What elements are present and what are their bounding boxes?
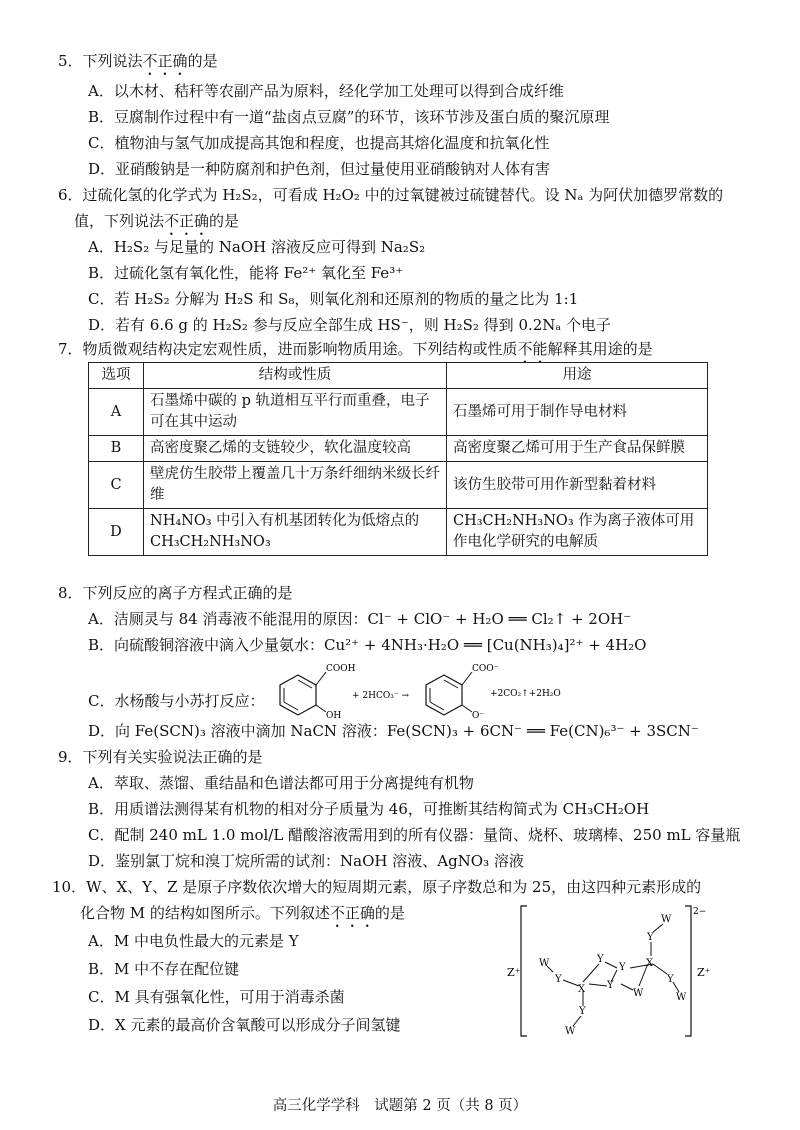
q8-option-c: C．水杨酸与小苏打反应：: [88, 692, 265, 710]
compound-m-structure-diagram: [505, 902, 720, 1042]
atom-y: Y: [597, 954, 604, 965]
q7-row-use: 该仿生胶带可用作新型黏着材料: [447, 462, 708, 509]
q7-row-a: [89, 389, 708, 436]
z-ion-right: Z⁺: [697, 966, 711, 979]
q7-header-structure: 结构或性质: [144, 363, 447, 389]
q6-option-c: C．若 H₂S₂ 分解为 H₂S 和 S₈，则氧化剂和还原剂的物质的量之比为 1:1: [88, 290, 579, 308]
q10-option-b: B．M 中不存在配位键: [88, 960, 240, 978]
atom-y: Y: [647, 932, 654, 943]
q8-stem: 8．下列反应的离子方程式正确的是: [58, 584, 293, 602]
q6-option-b: B．过硫化氢有氧化性，能将 Fe²⁺ 氧化至 Fe³⁺: [88, 264, 404, 282]
q7-row-key: B: [89, 436, 144, 462]
q5-option-a: A．以木材、秸秆等农副产品为原料，经化学加工处理可以得到合成纤维: [88, 82, 564, 100]
q7-row-structure: 壁虎仿生胶带上覆盖几十万条纤细纳米级长纤维: [144, 462, 447, 509]
atom-y: Y: [555, 974, 562, 985]
q9-option-a: A．萃取、蒸馏、重结晶和色谱法都可用于分离提纯有机物: [88, 774, 474, 792]
q10-option-c: C．M 具有强氧化性，可用于消毒杀菌: [88, 988, 345, 1006]
q7-row-structure: NH₄NO₃ 中引入有机基团转化为低熔点的 CH₃CH₂NH₃NO₃: [144, 509, 447, 556]
atom-w: W: [633, 988, 644, 999]
q9-stem: 9．下列有关实验说法正确的是: [58, 748, 263, 766]
atom-y: Y: [579, 1006, 586, 1017]
q6-stem: 6．过硫化氢的化学式为 H₂S₂，可看成 H₂O₂ 中的过氧键被过硫键替代。设 Nₐ 为阿伏加德罗常数的: [58, 186, 724, 204]
q7-row-use: CH₃CH₂NH₃NO₃ 作为离子液体可用作电化学研究的电解质: [447, 509, 708, 556]
atom-w: W: [661, 914, 672, 925]
o-minus-label: O⁻: [472, 711, 485, 721]
coo-label: COO⁻: [472, 664, 499, 674]
q10-option-a: A．M 中电负性最大的元素是 Y: [88, 932, 299, 950]
z-ion-left: Z⁺: [507, 966, 521, 979]
q7-table: [88, 362, 708, 556]
q7-header-use: 用途: [447, 363, 708, 389]
products-label: +2CO₂↑+2H₂O: [490, 689, 561, 699]
q7-row-d: [89, 509, 708, 556]
q8-option-d: D．向 Fe(SCN)₃ 溶液中滴加 NaCN 溶液：Fe(SCN)₃ + 6CN⁻ ══ Fe(CN)₆³⁻ + 3SCN⁻: [88, 722, 699, 740]
page-footer: 高三化学学科 试题第 2 页（共 8 页）: [272, 1098, 528, 1114]
q8-option-a: A．洁厕灵与 84 消毒液不能混用的原因：Cl⁻ + ClO⁻ + H₂O ══ Cl₂↑ + 2OH⁻: [88, 610, 632, 628]
atom-y: Y: [619, 962, 626, 973]
q7-row-structure: 石墨烯中碳的 p 轨道相互平行而重叠，电子可在其中运动: [144, 389, 447, 436]
q7-row-use: 石墨烯可用于制作导电材料: [447, 389, 708, 436]
q10-stem-cont: 化合物 M 的结构如图所示。下列叙述不正确的是: [80, 904, 405, 922]
atom-w: W: [676, 992, 687, 1003]
atom-y: Y: [607, 980, 614, 991]
q10-option-d: D．X 元素的最高价含氧酸可以形成分子间氢键: [88, 1016, 401, 1034]
q7-header-option: 选项: [89, 363, 144, 389]
q7-table-header: [89, 363, 708, 389]
q9-option-c: C．配制 240 mL 1.0 mol/L 醋酸溶液需用到的所有仪器：量筒、烧杯、玻璃棒、250 mL 容量瓶: [88, 826, 741, 844]
q9-option-b: B．用质谱法测得某有机物的相对分子质量为 46，可推断其结构简式为 CH₃CH₂OH: [88, 800, 650, 818]
salicylic-acid-reaction-diagram: [268, 660, 568, 722]
atom-w: W: [539, 958, 550, 969]
q7-row-key: D: [89, 509, 144, 556]
atom-x: X: [646, 958, 654, 969]
q10-stem: 10．W、X、Y、Z 是原子序数依次增大的短周期元素，原子序数总和为 25，由这四种元素形成的: [52, 878, 702, 896]
q5-stem: 5．下列说法不正确的是: [58, 52, 218, 70]
q8-option-b: B．向硫酸铜溶液中滴入少量氨水：Cu²⁺ + 4NH₃·H₂O ══ [Cu(NH₃)₄]²⁺ + 4H₂O: [88, 636, 647, 654]
reagent-label: + 2HCO₃⁻ →: [352, 691, 410, 701]
q7-row-key: C: [89, 462, 144, 509]
oh-label: OH: [326, 711, 342, 721]
q7-row-b: [89, 436, 708, 462]
q9-option-d: D．鉴别氯丁烷和溴丁烷所需的试剂：NaOH 溶液、AgNO₃ 溶液: [88, 852, 524, 870]
q7-stem: 7．物质微观结构决定宏观性质，进而影响物质用途。下列结构或性质不能解释其用途的是: [58, 340, 653, 358]
q5-option-d: D．亚硝酸钠是一种防腐剂和护色剂，但过量使用亚硝酸钠对人体有害: [88, 160, 551, 178]
q7-row-use: 高密度聚乙烯可用于生产食品保鲜膜: [447, 436, 708, 462]
q6-option-d: D．若有 6.6 g 的 H₂S₂ 参与反应全部生成 HS⁻，则 H₂S₂ 得到 0.2Nₐ 个电子: [88, 316, 611, 334]
cooh-label: COOH: [326, 664, 356, 674]
q7-row-c: [89, 462, 708, 509]
atom-x: X: [578, 984, 586, 995]
q5-option-b: B．豆腐制作过程中有一道“盐卤点豆腐”的环节，该环节涉及蛋白质的聚沉原理: [88, 108, 610, 126]
atom-y: Y: [667, 974, 674, 985]
charge-label: 2−: [693, 907, 707, 917]
q5-option-c: C．植物油与氢气加成提高其饱和程度，也提高其熔化温度和抗氧化性: [88, 134, 550, 152]
q6-stem-cont: 值，下列说法不正确的是: [74, 212, 240, 230]
atom-w: W: [565, 1026, 576, 1037]
q6-option-a: A．H₂S₂ 与足量的 NaOH 溶液反应可得到 Na₂S₂: [88, 238, 426, 256]
q7-row-structure: 高密度聚乙烯的支链较少，软化温度较高: [144, 436, 447, 462]
q7-row-key: A: [89, 389, 144, 436]
